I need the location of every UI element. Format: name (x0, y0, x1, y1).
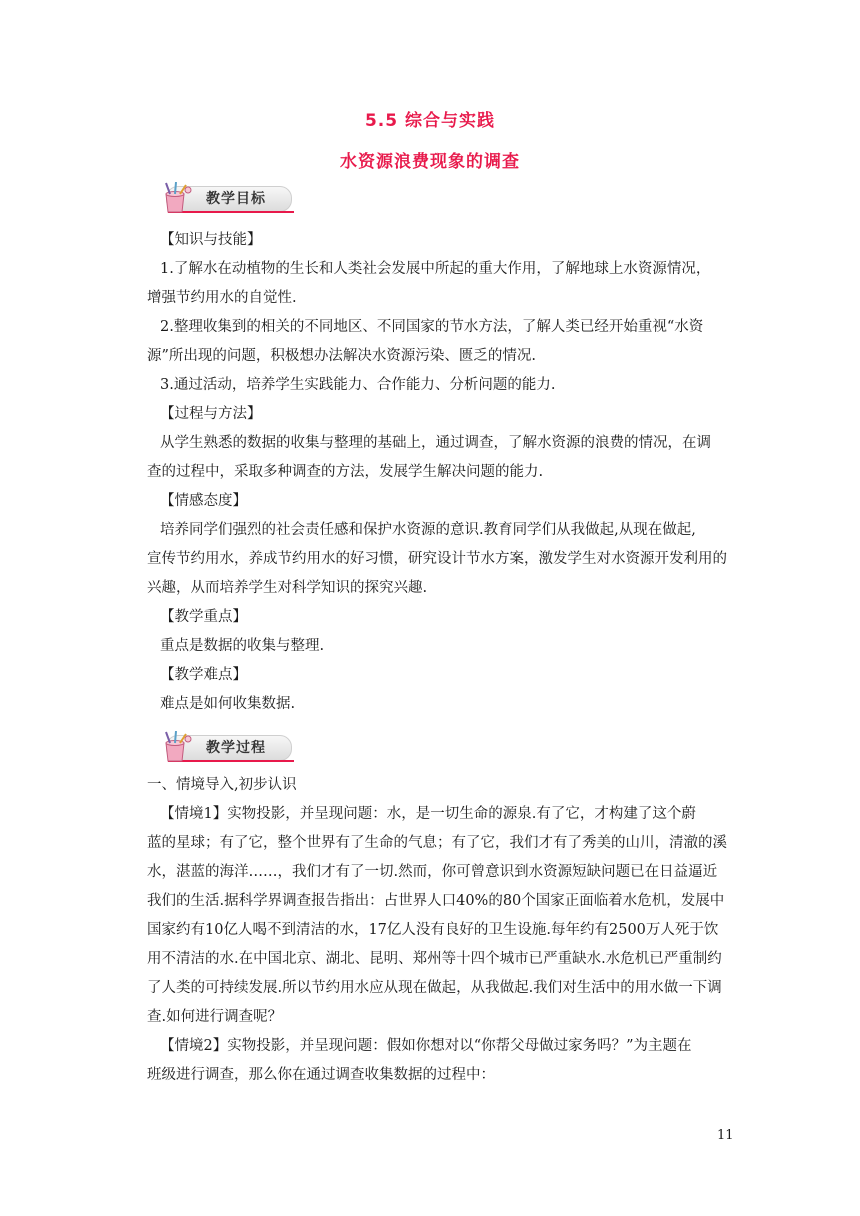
page-number: 11 (717, 1128, 734, 1143)
text-line: 2.整理收集到的相关的不同地区、不同国家的节水方法，了解人类已经开始重视“水资 (160, 319, 704, 335)
text-line: 了人类的可持续发展.所以节约用水应从现在做起，从我做起.我们对生活中的用水做一下调 (147, 980, 722, 996)
text-line: 【教学难点】 (160, 667, 247, 683)
text-line: 国家约有10亿人喝不到清洁的水，17亿人没有良好的卫生设施.每年约有2500万人死于饮 (147, 922, 719, 938)
text-line: 【过程与方法】 (160, 406, 262, 422)
pencil-cup-icon (158, 731, 196, 763)
text-line: 查.如何进行调查呢？ (147, 1009, 283, 1025)
text-line: 从学生熟悉的数据的收集与整理的基础上，通过调查，了解水资源的浪费的情况，在调 (160, 435, 711, 451)
text-line: 班级进行调查，那么你在通过调查收集数据的过程中： (147, 1067, 495, 1083)
lesson-title: 5.5 综合与实践 (364, 111, 496, 131)
section-label-objectives: 教学目标 (206, 191, 266, 207)
text-line: 【情感态度】 (160, 493, 247, 509)
text-line: 1.了解水在动植物的生长和人类社会发展中所起的重大作用，了解地球上水资源情况， (160, 261, 711, 277)
text-line: 3.通过活动，培养学生实践能力、合作能力、分析问题的能力. (160, 377, 556, 393)
text-line: 水，湛蓝的海洋……，我们才有了一切.然而，你可曾意识到水资源短缺问题已在日益逼近 (147, 864, 718, 880)
text-line: 增强节约用水的自觉性. (147, 290, 297, 306)
text-line: 源”所出现的问题，积极想办法解决水资源污染、匮乏的情况. (147, 348, 537, 364)
section-label-process: 教学过程 (206, 740, 266, 756)
lesson-subtitle: 水资源浪费现象的调查 (340, 152, 520, 172)
text-line: 【知识与技能】 (160, 232, 262, 248)
text-line: 重点是数据的收集与整理. (160, 638, 325, 654)
pencil-cup-icon (158, 182, 196, 214)
text-line: 一、情境导入,初步认识 (147, 777, 297, 793)
text-line: 宣传节约用水，养成节约用水的好习惯，研究设计节水方案，激发学生对水资源开发利用的 (147, 551, 727, 567)
text-line: 【教学重点】 (160, 609, 247, 625)
text-line: 我们的生活.据科学界调查报告指出：占世界人口40%的80个国家正面临着水危机，发展中 (147, 893, 725, 909)
text-line: 培养同学们强烈的社会责任感和保护水资源的意识.教育同学们从我做起,从现在做起, (160, 522, 696, 538)
text-line: 蓝的星球；有了它，整个世界有了生命的气息；有了它，我们才有了秀美的山川，清澈的溪 (147, 835, 727, 851)
text-line: 【情境1】实物投影，并呈现问题：水，是一切生命的源泉.有了它，才构建了这个蔚 (160, 806, 696, 822)
text-line: 兴趣，从而培养学生对科学知识的探究兴趣. (147, 580, 428, 596)
text-line: 难点是如何收集数据. (160, 696, 296, 712)
text-line: 用不清洁的水.在中国北京、湖北、昆明、郑州等十四个城市已严重缺水.水危机已严重制约 (147, 951, 722, 967)
section-badge-objectives (158, 182, 292, 214)
text-line: 【情境2】实物投影，并呈现问题：假如你想对以“你帮父母做过家务吗？”为主题在 (160, 1038, 692, 1054)
text-line: 查的过程中，采取多种调查的方法，发展学生解决问题的能力. (147, 464, 544, 480)
section-badge-process (158, 731, 292, 763)
